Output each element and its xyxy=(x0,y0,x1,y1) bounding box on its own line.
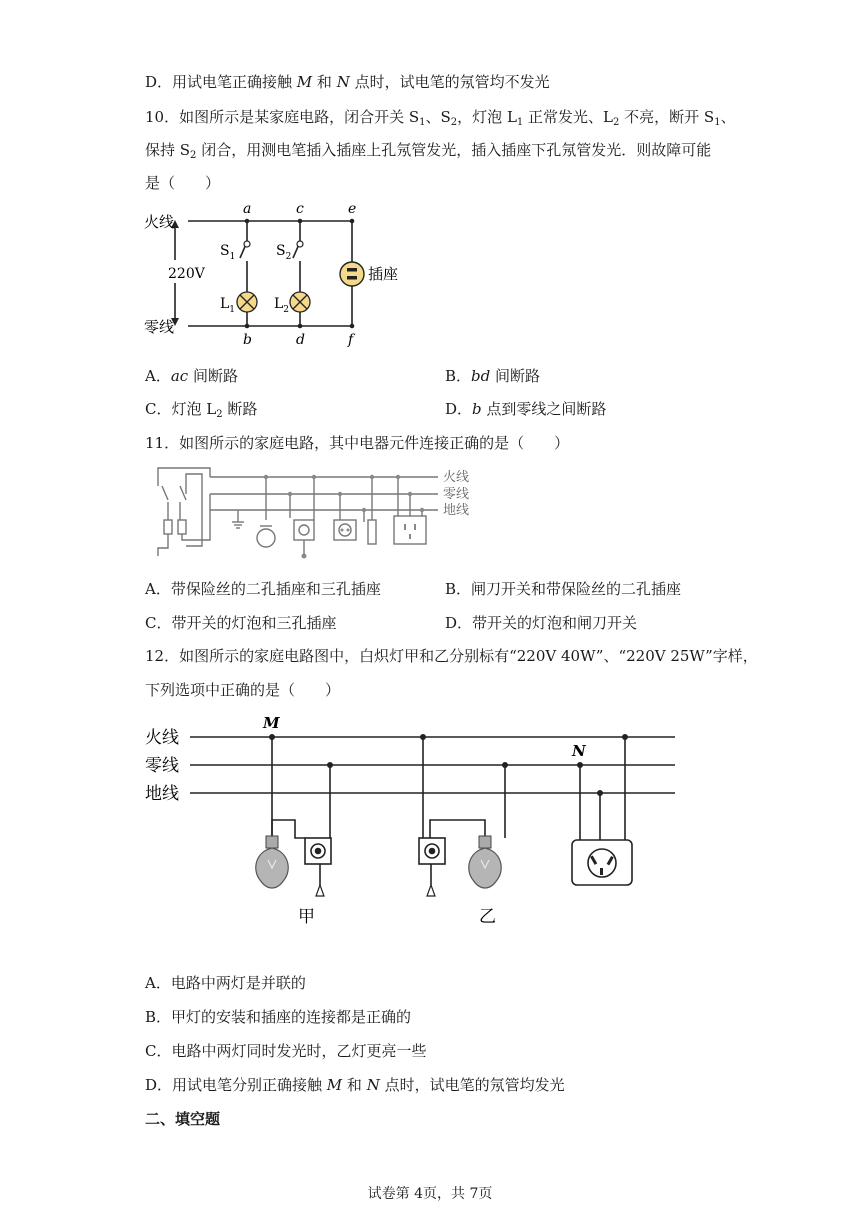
bulb-jia-icon xyxy=(256,836,288,888)
q10-stem-line2: 保持 $S_2$ 闭合，用测电笔插入插座上孔氖管发光，插入插座下孔氖管发光．则故障可能 xyxy=(145,141,712,161)
q12-live-label: 火线 xyxy=(145,728,179,748)
point-n-label: N xyxy=(572,742,586,760)
neutral-wire-label: 零线 xyxy=(144,318,175,336)
q12-stem-line2: 下列选项中正确的是（ ） xyxy=(145,681,341,699)
q11-option-a[interactable]: A．带保险丝的二孔插座和三孔插座 xyxy=(145,580,381,598)
lamp-yi-label: 乙 xyxy=(479,907,496,927)
svg-text:S1: $S_1$ xyxy=(220,243,236,262)
q11-live-label: 火线 xyxy=(443,470,470,485)
svg-text:S2: $S_2$ xyxy=(276,243,292,262)
bulb-l1-icon xyxy=(237,292,257,312)
q12-option-c[interactable]: C．电路中两灯同时发光时，乙灯更亮一些 xyxy=(145,1042,427,1060)
q11-stem: 11．如图所示的家庭电路，其中电器元件连接正确的是（ ） xyxy=(145,434,570,452)
bulb-yi-icon xyxy=(469,836,501,888)
q10-option-d[interactable]: D．b 点到零线之间断路 xyxy=(445,400,607,418)
q12-neutral-label: 零线 xyxy=(145,756,179,776)
q12-option-b[interactable]: B．甲灯的安装和插座的连接都是正确的 xyxy=(145,1008,412,1026)
page-footer: 试卷第 4页，共 7页 xyxy=(367,1186,493,1202)
q10-circuit-diagram xyxy=(140,198,420,348)
svg-text:d: d xyxy=(296,332,305,348)
q12-option-d[interactable]: D．用试电笔分别正确接触 M 和 N 点时，试电笔的氖管均发光 xyxy=(145,1076,565,1094)
q12-stem-line1: 12．如图所示的家庭电路图中，白炽灯甲和乙分别标有“220V 40W”、“220V 25W”字样， xyxy=(145,647,758,665)
svg-text:L1: $L_1$ xyxy=(220,296,236,315)
three-hole-socket-icon xyxy=(590,856,614,875)
q11-option-d[interactable]: D．带开关的灯泡和闸刀开关 xyxy=(445,614,638,632)
svg-text:e: e xyxy=(348,201,357,217)
q12-ground-label: 地线 xyxy=(145,784,179,804)
q12-option-a[interactable]: A．电路中两灯是并联的 xyxy=(145,974,306,992)
section-heading: 二、填空题 xyxy=(145,1110,221,1128)
q10-option-a[interactable]: A．ac 间断路 xyxy=(145,367,238,385)
svg-text:a: a xyxy=(243,201,252,217)
live-wire-label: 火线 xyxy=(144,213,175,231)
svg-text:L2: $L_2$ xyxy=(274,296,290,315)
q11-circuit-diagram xyxy=(148,466,488,566)
q11-option-c[interactable]: C．带开关的灯泡和三孔插座 xyxy=(145,614,337,632)
q9-option-d: D．用试电笔正确接触 M 和 N 点时，试电笔的氖管均不发光 xyxy=(145,73,550,91)
bulb-l2-icon xyxy=(290,292,310,312)
q10-option-b[interactable]: B．bd 间断路 xyxy=(445,367,541,385)
q11-neutral-label: 零线 xyxy=(443,487,470,502)
q10-option-c[interactable]: C．灯泡 $L_2$ 断路 xyxy=(145,400,258,420)
q12-circuit-diagram xyxy=(140,710,685,932)
q10-stem-line3: 是（ ） xyxy=(145,174,221,192)
point-m-label: M xyxy=(263,714,280,732)
socket-icon xyxy=(340,262,364,286)
svg-text:f: f xyxy=(348,332,354,348)
svg-text:c: c xyxy=(296,201,304,217)
q11-option-b[interactable]: B．闸刀开关和带保险丝的二孔插座 xyxy=(445,580,682,598)
q10-stem-line1: 10．如图所示是某家庭电路，闭合开关 $S_1$、$S_2$，灯泡 $L_1$ 正常发光、$L_2$ 不亮，断开 $S_1$、 xyxy=(145,108,736,128)
q11-ground-label: 地线 xyxy=(443,503,470,518)
voltage-label: 220V xyxy=(168,266,205,282)
socket-label: 插座 xyxy=(368,265,399,283)
lamp-jia-label: 甲 xyxy=(298,907,315,927)
svg-text:b: b xyxy=(243,332,252,348)
